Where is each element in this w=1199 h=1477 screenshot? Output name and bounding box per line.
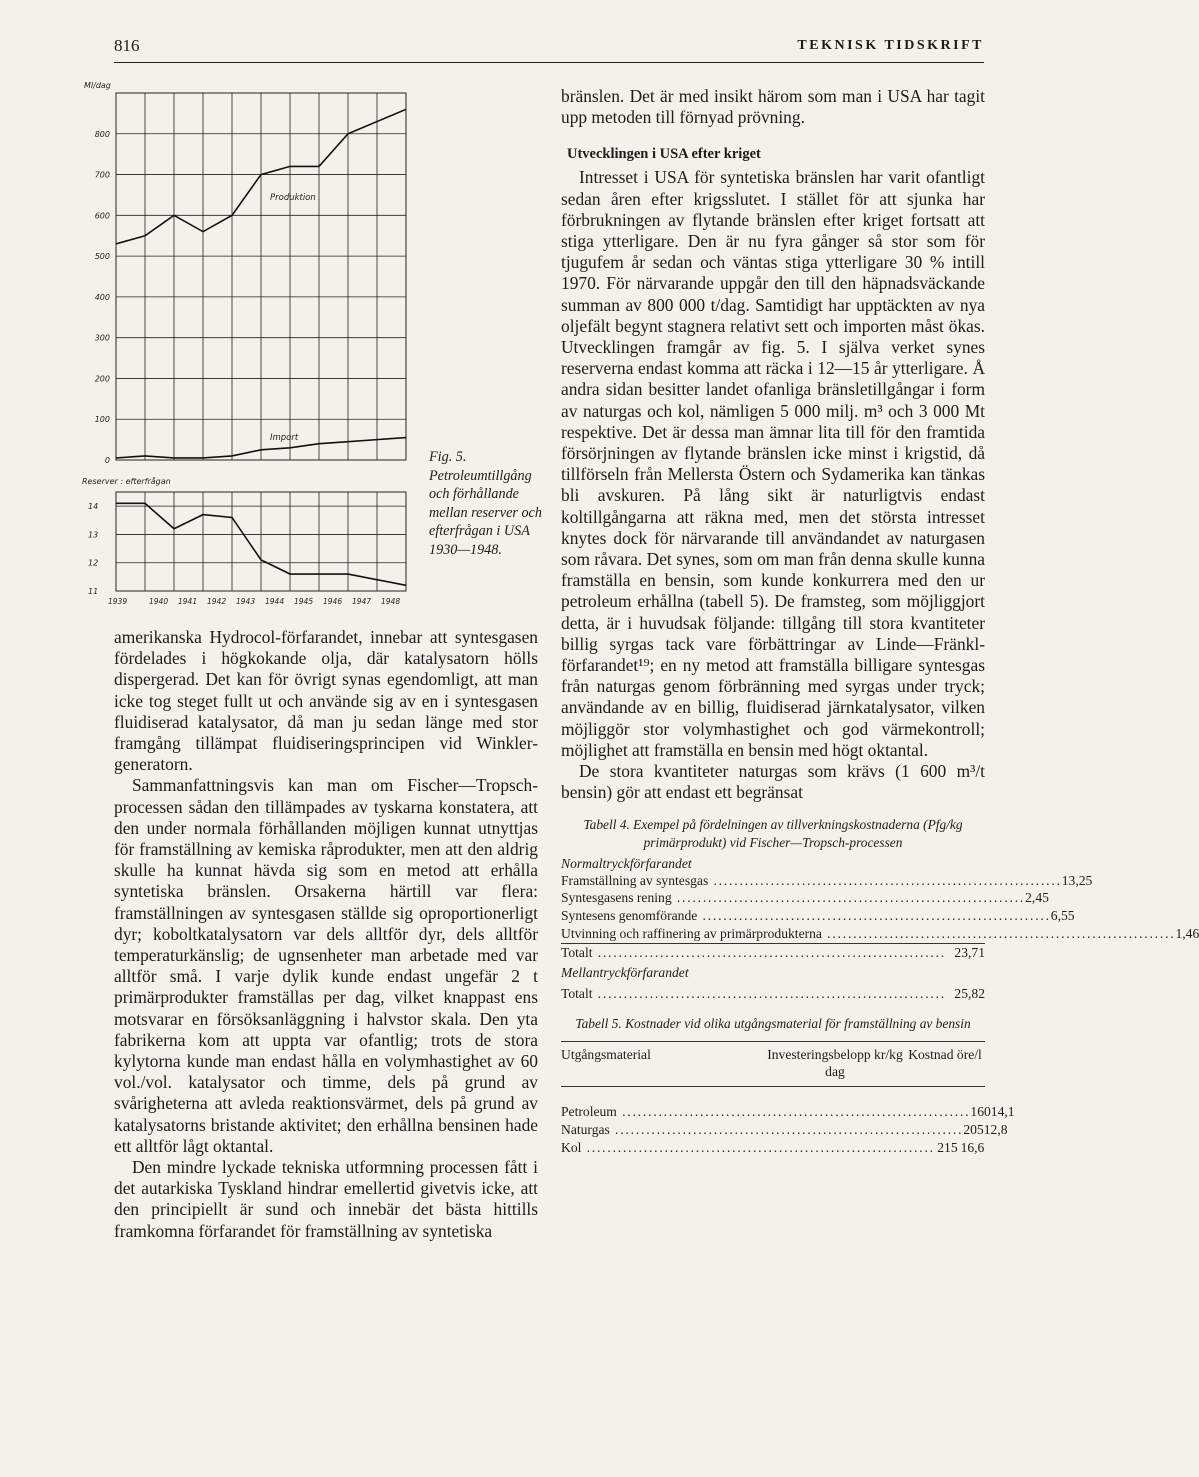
x-tick-label: 1943 xyxy=(236,597,256,606)
figure-number: Fig. 5. xyxy=(429,449,467,465)
y-tick-label: 400 xyxy=(94,292,110,302)
y-tick-label: 500 xyxy=(94,252,110,262)
production-import-chart xyxy=(84,81,406,465)
x-tick-label: 1939 xyxy=(108,597,128,606)
reserve-demand-chart xyxy=(82,476,406,606)
x-tick-label: 1947 xyxy=(352,597,372,606)
y-tick-label: 100 xyxy=(94,415,110,425)
x-tick-label: 1945 xyxy=(294,597,314,606)
y-tick-label: 300 xyxy=(94,333,110,343)
x-tick-label: 1948 xyxy=(381,597,401,606)
table-5-caption: Tabell 5. Kostnader vid olika utgångsmaterial för framställning av bensin xyxy=(575,1016,971,1032)
table-4-caption: Tabell 4. Exempel på fördelningen av tillverkningskostnaderna (Pfg/kg primärprodukt) vid Fischer—Tropsch-processen xyxy=(583,816,963,850)
paragraph: Sammanfattningsvis kan man om Fischer—Tropsch-processen sådan den tillämpades av tyskarna konstatera, att den under normala förhållanden möjligen kunnat utnyttjas för framställning av kemiska råprodukter, men att den aldrig skulle ha kunnat hävda sig som en metod att erhålla syntetiska bränslen. Orsakerna härtill var flera: framställningen av syntesgasen ställde sig oproportionerligt dyr; koboltkatalysatorn var dels alltför dyr, dels alltför temperaturkänslig; de ugnsenheter man arbetade med var alltför små. I varje dylik kunde endast ungefär 2 t primärprodukter framställas per dag, vilket knappast ens motsvarar en försöksanläggning i halvstor skala. Den yta fabrikerna kom att uppta var ofantlig; trots de stora kylytorna kunde man endast hålla en volymhastighet av 60 vol./vol. katalysator och timme, dels på grund av svårigheterna att avleda reaktionsvärmet, dels på grund av katalysatorns bristande aktivitet; den erhållna bensinen hade ett alltför lågt oktantal. xyxy=(114,775,538,1156)
table-row: Framställning av syntesgas ................................................................... 13,25 xyxy=(561,872,1093,888)
table-row-total: Totalt ................................................................... 25,82 xyxy=(561,986,985,1002)
x-tick-label: 1941 xyxy=(178,597,198,606)
table-row-total: Totalt ................................................................... 23,71 xyxy=(561,944,985,960)
table-4 xyxy=(561,816,1199,1004)
table-row: Kol ................................................................... 215 16,6 xyxy=(561,1139,985,1155)
y-tick-label: 600 xyxy=(94,211,110,221)
table-4-group-normaltryck: Normaltryckförfarandet xyxy=(561,855,692,871)
table-5 xyxy=(561,1015,1015,1156)
x-tick-label: 1944 xyxy=(265,597,285,606)
section-heading: Utvecklingen i USA efter kriget xyxy=(567,146,761,163)
right-column xyxy=(561,86,1199,1157)
y-tick-label: 700 xyxy=(94,170,110,180)
paragraph: amerikanska Hydrocol-förfarandet, innebar att syntesgasen fördelades i högkokande olja, där katalysatorn hölls dispergerad. Det kan för övrigt synas egendomligt, att man icke tog steget fullt ut och använde sig av en i syntesgasen fluidiserad katalysator, då man ju sedan länge med stor framgång tillämpat fluidiseringsprincipen vid Winkler-generatorn. xyxy=(114,627,538,775)
series-label-produktion: Produktion xyxy=(270,193,316,203)
x-tick-label: 1946 xyxy=(323,597,343,606)
y-tick-label: 0 xyxy=(104,456,110,465)
figure-caption-text: Petroleumtillgång och förhållande mellan reserver och efterfrågan i USA 1930—1948. xyxy=(429,467,542,558)
figure-caption xyxy=(429,448,549,560)
table-row: Petroleum ................................................................... 160 14,1 xyxy=(561,1104,1015,1120)
x-tick-label: 1940 xyxy=(149,597,169,606)
y-tick-label: 14 xyxy=(88,502,99,512)
paragraph: bränslen. Det är med insikt härom som man i USA har tagit upp metoden till förnyad prövning. xyxy=(561,86,985,128)
y-tick-label: 13 xyxy=(88,530,99,540)
series-label-import: Import xyxy=(270,433,299,443)
paragraph: Intresset i USA för syntetiska bränslen har varit ofantligt sedan åren efter krigsslutet. I stället för att sjunka har förbrukningen av flytande bränslen efter kriget fortsatt att stiga ytterligare. Den är nu fyra gånger så stor som för tjugufem år sedan och väntas stiga ytterligare 30 % intill 1970. För närvarande uppgår den till den häpnadsväckande summan av 800 000 t/dag. Samtidigt har upptäckten av nya oljefält begynt stagnera relativt sett och importen måst ökas. Utvecklingen framgår av fig. 5. I själva verket synes reserverna endast komma att räcka i 12—15 år ytterligare. Å andra sidan besitter landet ofanliga bränsletillgångar i form av naturgas och kol, nämligen 5 000 milj. m³ och 3 000 Mt respektive. Det är dessa man ämnar lita till för den framtida försörjningen av flytande bränslen icke minst i krigstid, då tillförseln från Mellersta Östern och Sydamerika kan tänkas bli avskuren. På lång sikt är naturligtvis endast koltillgångarna att räkna med, men det största intresset knytes dock för närvarande till användandet av naturgasen som råvara. Det synes, som om man från denna skulle kunna framställa en bensin, som kunde konkurrera med den ur petroleum erhållna (tabell 5). De framsteg, som möjliggjort detta, är i huvudsak följande: tillgång till stora kvantiteter billig syrgas tack vare förbättringar av Linde—Fränkl-förfarandet¹⁹; en ny metod att framställa billigare syntesgas från naturgas genom förbränning med syrgas under tryck; användande av en billig, fluidiserad järnkatalysator, vilken möjliggör stor volymhastighet och god värmekontroll; möjlighet att framställa en bensin med högt oktantal. xyxy=(561,167,985,760)
y-tick-label: 200 xyxy=(94,374,110,384)
y-tick-label: 12 xyxy=(88,558,99,568)
y-tick-label: 11 xyxy=(88,587,99,596)
x-tick-label: 1942 xyxy=(207,597,227,606)
table-row: Naturgas ................................................................... 205 12,8 xyxy=(561,1122,1008,1138)
left-column xyxy=(114,627,538,1242)
table-4-group-mellantryck: Mellantryckförfarandet xyxy=(561,965,689,981)
paragraph: Den mindre lyckade tekniska utformning processen fått i det autarkiska Tyskland hindrar emellertid givetvis icke, att den principiellt är sund och innebär det bästa hittills framkomna förfarandet för framställning av syntetiska xyxy=(114,1157,538,1241)
y-tick-label: 800 xyxy=(94,129,110,139)
table-row: Utvinning och raffinering av primärprodukterna ................................................................... 1,46 xyxy=(561,925,1199,941)
page-number: 816 xyxy=(114,36,140,55)
table-row: Syntesgasens rening ................................................................... 2,45 xyxy=(561,890,1049,906)
y-axis-label: Reserver : efterfrågan xyxy=(82,477,171,486)
y-axis-label: Ml/dag xyxy=(84,81,111,90)
table-row: Syntesens genomförande ................................................................... 6,55 xyxy=(561,908,1075,924)
table-5-header: Utgångsmaterial Investeringsbelopp kr/kg dag Kostnad öre/l xyxy=(561,1047,982,1080)
journal-title: TEKNISK TIDSKRIFT xyxy=(797,38,984,53)
paragraph: De stora kvantiteter naturgas som krävs (1 600 m³/t bensin) gör att endast ett begränsat xyxy=(561,761,985,803)
page-header xyxy=(114,36,984,63)
figure-5-chart xyxy=(74,76,414,616)
